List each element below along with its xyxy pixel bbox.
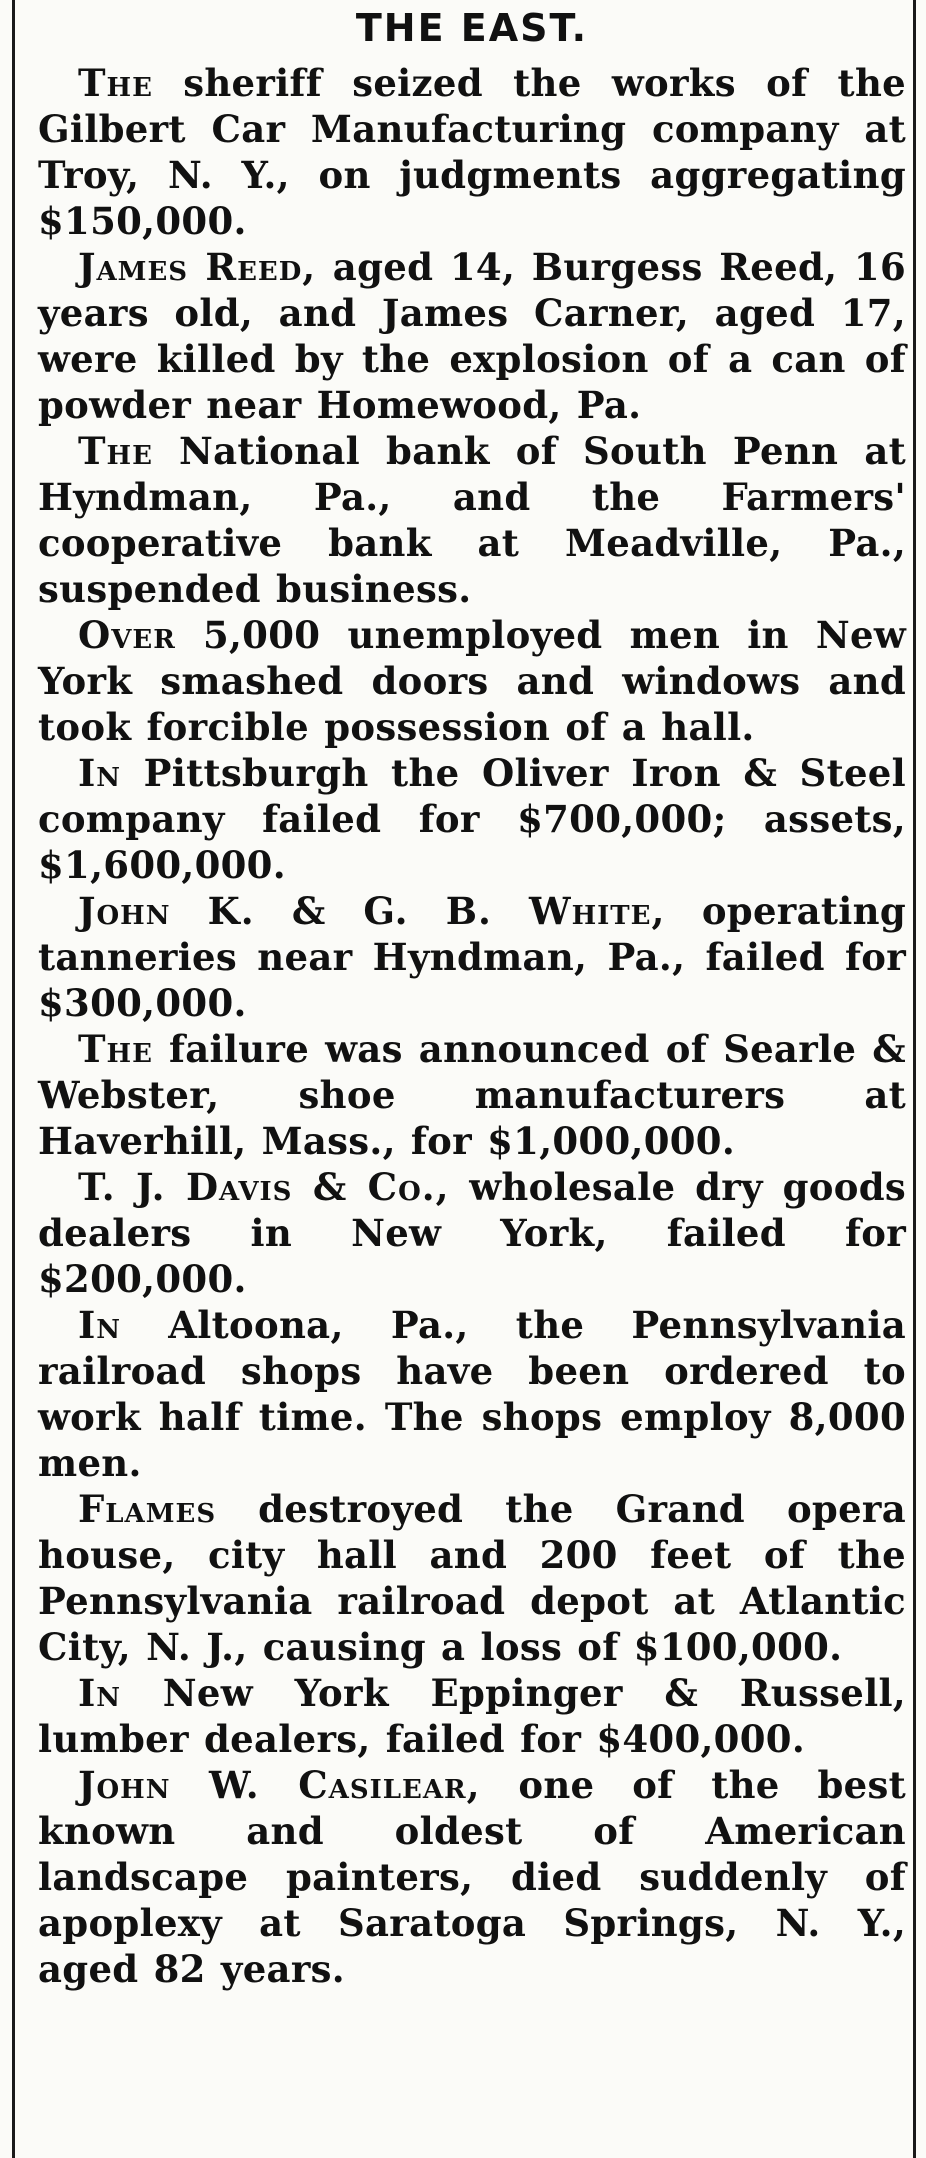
news-item <box>38 244 906 428</box>
news-item <box>38 1762 906 1992</box>
item-lead: Over <box>78 613 176 657</box>
item-lead: John K. & G. B. White, <box>78 889 666 933</box>
news-item <box>38 60 906 244</box>
news-item <box>38 1670 906 1762</box>
news-item <box>38 1486 906 1670</box>
item-lead: T. J. Davis & Co., <box>78 1165 450 1209</box>
news-item <box>38 612 906 750</box>
item-text: failure was announced of Searle & Webster, shoe manufacturers at Haverhill, Mass., for $1,000,000. <box>38 1027 906 1163</box>
news-item <box>38 428 906 612</box>
news-item <box>38 1026 906 1164</box>
item-lead: In <box>78 751 122 795</box>
item-text: sheriff seized the works of the Gilbert Car Manufacturing company at Troy, N. Y., on judgments aggregating $150,000. <box>38 61 906 243</box>
news-item <box>38 1164 906 1302</box>
item-text: 5,000 unemployed men in New York smashed doors and windows and took forcible possession of a hall. <box>38 613 906 749</box>
item-text: aged 14, Burgess Reed, 16 years old, and James Carner, aged 17, were killed by the explosion of a can of powder near Homewood, Pa. <box>38 245 906 427</box>
section-heading: THE EAST. <box>355 6 589 50</box>
item-lead: Flames <box>78 1487 217 1531</box>
item-lead: John W. Casilear, <box>78 1763 481 1807</box>
news-item <box>38 750 906 888</box>
item-text: New York Eppinger & Russell, lumber dealers, failed for $400,000. <box>38 1671 906 1761</box>
news-item <box>38 888 906 1026</box>
item-text: operating tanneries near Hyndman, Pa., failed for $300,000. <box>38 889 906 1025</box>
left-column-rule <box>12 0 15 2158</box>
item-lead: The <box>78 61 153 105</box>
item-lead: James Reed, <box>78 245 317 289</box>
item-text: destroyed the Grand opera house, city hall and 200 feet of the Pennsylvania railroad depot at Atlantic City, N. J., causing a loss of $100,000. <box>38 1487 906 1669</box>
news-column <box>38 4 906 1992</box>
item-text: National bank of South Penn at Hyndman, Pa., and the Farmers' cooperative bank at Meadville, Pa., suspended business. <box>38 429 906 611</box>
item-lead: In <box>78 1671 122 1715</box>
item-lead: The <box>78 429 153 473</box>
item-text: Altoona, Pa., the Pennsylvania railroad shops have been ordered to work half time. The shops employ 8,000 men. <box>38 1303 906 1485</box>
item-text: one of the best known and oldest of American landscape painters, died suddenly of apoplexy at Saratoga Springs, N. Y., aged 82 years. <box>38 1763 906 1991</box>
item-text: wholesale dry goods dealers in New York, failed for $200,000. <box>38 1165 906 1301</box>
news-item <box>38 1302 906 1486</box>
item-text: Pittsburgh the Oliver Iron & Steel company failed for $700,000; assets, $1,600,000. <box>38 751 906 887</box>
item-lead: In <box>78 1303 122 1347</box>
item-lead: The <box>78 1027 153 1071</box>
right-column-rule <box>913 0 916 2158</box>
